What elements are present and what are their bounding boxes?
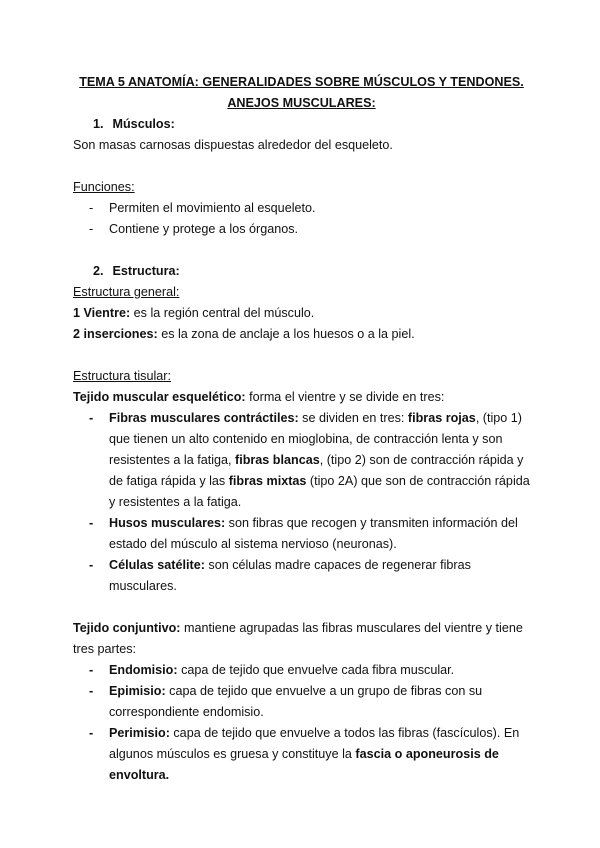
tejido-conjuntivo-list xyxy=(73,660,530,786)
tejido-esqueletico-list xyxy=(73,408,530,597)
document-title-line-1: TEMA 5 ANATOMÍA: GENERALIDADES SOBRE MÚSCULOS Y TENDONES. xyxy=(79,75,524,89)
fibras-blancas-term: fibras blancas xyxy=(235,453,320,467)
fibras-text: se dividen en tres: xyxy=(298,411,408,425)
epimisio-term: Epimisio: xyxy=(109,684,166,698)
fibras-text: (tipo 2A) que son de contracción rápida y resistentes a la fatiga. xyxy=(109,474,530,509)
fibras-term: Fibras musculares contráctiles: xyxy=(109,411,299,425)
funcion-text: Permiten el movimiento al esqueleto. xyxy=(109,201,316,215)
section-1-heading xyxy=(73,114,530,135)
fibras-text: , (tipo 1) que tienen un alto contenido en mioglobina, de contracción lenta y son resistentes a la fatiga, xyxy=(109,411,523,467)
musculos-definition: Son masas carnosas dispuestas alrededor del esqueleto. xyxy=(73,138,393,152)
dash-marker: - xyxy=(89,663,94,677)
funcion-text: Contiene y protege a los órganos. xyxy=(109,222,299,236)
dash-marker: - xyxy=(89,201,94,215)
list-item-celulas xyxy=(73,555,530,597)
section-1-number: 1. xyxy=(93,117,104,131)
list-item-perimisio xyxy=(73,723,530,786)
perimisio-term: Perimisio: xyxy=(109,726,170,740)
vientre-term: 1 Vientre: xyxy=(73,306,131,320)
vientre-text: es la región central del músculo. xyxy=(130,306,315,320)
funciones-label: Funciones: xyxy=(73,180,135,194)
list-item-epimisio xyxy=(73,681,530,723)
list-item xyxy=(73,198,530,219)
inserciones-text: es la zona de anclaje a los huesos o a la piel. xyxy=(157,327,415,341)
dash-marker: - xyxy=(89,726,94,740)
tejido-esqueletico-text: forma el vientre y se divide en tres: xyxy=(245,390,445,404)
list-item-fibras xyxy=(73,408,530,513)
section-2-number: 2. xyxy=(93,264,104,278)
celulas-text: son células madre capaces de regenerar fibras musculares. xyxy=(109,558,471,593)
endomisio-text: capa de tejido que envuelve cada fibra muscular. xyxy=(177,663,455,677)
perimisio-text: capa de tejido que envuelve a todos las fibras (fascículos). En algunos músculos es gruesa y constituye la xyxy=(109,726,520,761)
husos-term: Husos musculares: xyxy=(109,516,226,530)
tejido-esqueletico-term: Tejido muscular esquelético: xyxy=(73,390,246,404)
section-1-title: Músculos: xyxy=(112,117,175,131)
dash-marker: - xyxy=(89,411,94,425)
fibras-text: , (tipo 2) son de contracción rápida y de fatiga rápida y las xyxy=(109,453,524,488)
husos-text: son fibras que recogen y transmiten información del estado del músculo al sistema nervioso (neuronas). xyxy=(109,516,518,551)
tejido-conjuntivo-text: mantiene agrupadas las fibras musculares del vientre y tiene tres partes: xyxy=(73,621,523,656)
funciones-list xyxy=(73,198,530,240)
tejido-conjuntivo-term: Tejido conjuntivo: xyxy=(73,621,181,635)
epimisio-text: capa de tejido que envuelve a un grupo de fibras con su correspondiente endomisio. xyxy=(109,684,483,719)
dash-marker: - xyxy=(89,222,94,236)
inserciones-line xyxy=(73,324,530,345)
dash-marker: - xyxy=(89,516,94,530)
endomisio-term: Endomisio: xyxy=(109,663,178,677)
fibras-mixtas-term: fibras mixtas xyxy=(228,474,307,488)
celulas-term: Células satélite: xyxy=(109,558,205,572)
list-item xyxy=(73,219,530,240)
list-item-husos xyxy=(73,513,530,555)
fibras-rojas-term: fibras rojas xyxy=(407,411,476,425)
section-2-title: Estructura: xyxy=(112,264,180,278)
section-2-heading xyxy=(73,261,530,282)
tejido-conjuntivo-line xyxy=(73,618,530,660)
tejido-esqueletico-line xyxy=(73,387,530,408)
list-item-endomisio xyxy=(73,660,530,681)
document-title-line-2: ANEJOS MUSCULARES: xyxy=(227,96,376,110)
dash-marker: - xyxy=(89,684,94,698)
fascia-term: fascia o aponeurosis de envoltura. xyxy=(109,747,499,782)
estructura-tisular-label: Estructura tisular: xyxy=(73,369,171,383)
vientre-line xyxy=(73,303,530,324)
estructura-general-label: Estructura general: xyxy=(73,285,180,299)
dash-marker: - xyxy=(89,558,94,572)
inserciones-term: 2 inserciones: xyxy=(73,327,158,341)
